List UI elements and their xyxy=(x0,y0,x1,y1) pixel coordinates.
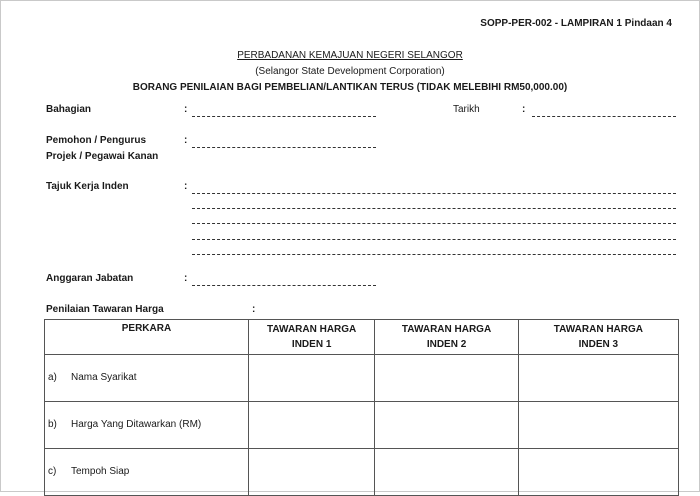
header-inden-2 xyxy=(375,320,518,355)
pemohon-label-line2: Projek / Pegawai Kanan xyxy=(46,151,159,162)
anggaran-field[interactable] xyxy=(192,285,376,286)
row-a-inden-3-cell[interactable] xyxy=(518,355,678,402)
table-header-row xyxy=(45,320,679,355)
header-inden-2-line2: INDEN 2 xyxy=(426,339,467,350)
document-reference: SOPP-PER-002 - LAMPIRAN 1 Pindaan 4 xyxy=(480,18,672,29)
tajuk-field-line-4[interactable] xyxy=(192,239,676,240)
form-title: BORANG PENILAIAN BAGI PEMBELIAN/LANTIKAN TERUS (TIDAK MELEBIHI RM50,000.00) xyxy=(132,82,568,93)
header-inden-1-line2: INDEN 1 xyxy=(291,339,332,350)
header-inden-2-line1: TAWARAN HARGA xyxy=(401,324,492,335)
header-inden-3-line2: INDEN 3 xyxy=(578,339,619,350)
row-c-inden-2-cell[interactable] xyxy=(375,449,518,496)
pemohon-field[interactable] xyxy=(192,147,376,148)
evaluation-table xyxy=(44,319,679,496)
row-c-perkara xyxy=(45,449,249,496)
table-row xyxy=(45,355,679,402)
tarikh-field[interactable] xyxy=(532,116,676,117)
row-c-inden-1-cell[interactable] xyxy=(248,449,374,496)
anggaran-colon: : xyxy=(184,273,188,284)
row-c-letter: c) xyxy=(48,466,57,477)
penilaian-label: Penilaian Tawaran Harga xyxy=(46,304,164,315)
table-row xyxy=(45,402,679,449)
row-c-item: Tempoh Siap xyxy=(71,466,130,477)
tajuk-colon: : xyxy=(184,181,188,192)
table-row xyxy=(45,449,679,496)
organization-name-english: (Selangor State Development Corporation) xyxy=(255,66,445,77)
pemohon-label-line1: Pemohon / Pengurus xyxy=(46,135,147,146)
row-a-item: Nama Syarikat xyxy=(71,372,137,383)
row-a-inden-1-cell[interactable] xyxy=(248,355,374,402)
tarikh-colon: : xyxy=(522,104,526,115)
row-b-inden-3-cell[interactable] xyxy=(518,402,678,449)
header-inden-3-line1: TAWARAN HARGA xyxy=(553,324,643,335)
row-c-inden-3-cell[interactable] xyxy=(518,449,678,496)
tajuk-field-line-1[interactable] xyxy=(192,193,676,194)
tajuk-field-line-3[interactable] xyxy=(192,223,676,224)
header-perkara xyxy=(45,320,249,355)
row-a-letter: a) xyxy=(48,372,57,383)
tajuk-label: Tajuk Kerja Inden xyxy=(46,181,129,192)
row-b-inden-2-cell[interactable] xyxy=(375,402,518,449)
header-inden-1-line1: TAWARAN HARGA xyxy=(267,324,357,335)
row-b-letter: b) xyxy=(48,419,57,430)
tajuk-field-line-2[interactable] xyxy=(192,208,676,209)
row-b-perkara xyxy=(45,402,249,449)
header-inden-1 xyxy=(248,320,374,355)
penilaian-colon: : xyxy=(252,304,256,315)
bahagian-colon: : xyxy=(184,104,188,115)
bahagian-label: Bahagian xyxy=(46,104,92,115)
row-b-item: Harga Yang Ditawarkan (RM) xyxy=(71,419,202,430)
tarikh-label: Tarikh xyxy=(453,104,480,115)
organization-name: PERBADANAN KEMAJUAN NEGERI SELANGOR xyxy=(237,50,463,61)
header-inden-3 xyxy=(518,320,678,355)
row-b-inden-1-cell[interactable] xyxy=(248,402,374,449)
bahagian-field[interactable] xyxy=(192,116,376,117)
row-a-perkara xyxy=(45,355,249,402)
tajuk-field-line-5[interactable] xyxy=(192,254,676,255)
anggaran-label: Anggaran Jabatan xyxy=(46,273,134,284)
pemohon-colon: : xyxy=(184,135,188,146)
row-a-inden-2-cell[interactable] xyxy=(375,355,518,402)
header-perkara-line1: PERKARA xyxy=(121,323,172,334)
